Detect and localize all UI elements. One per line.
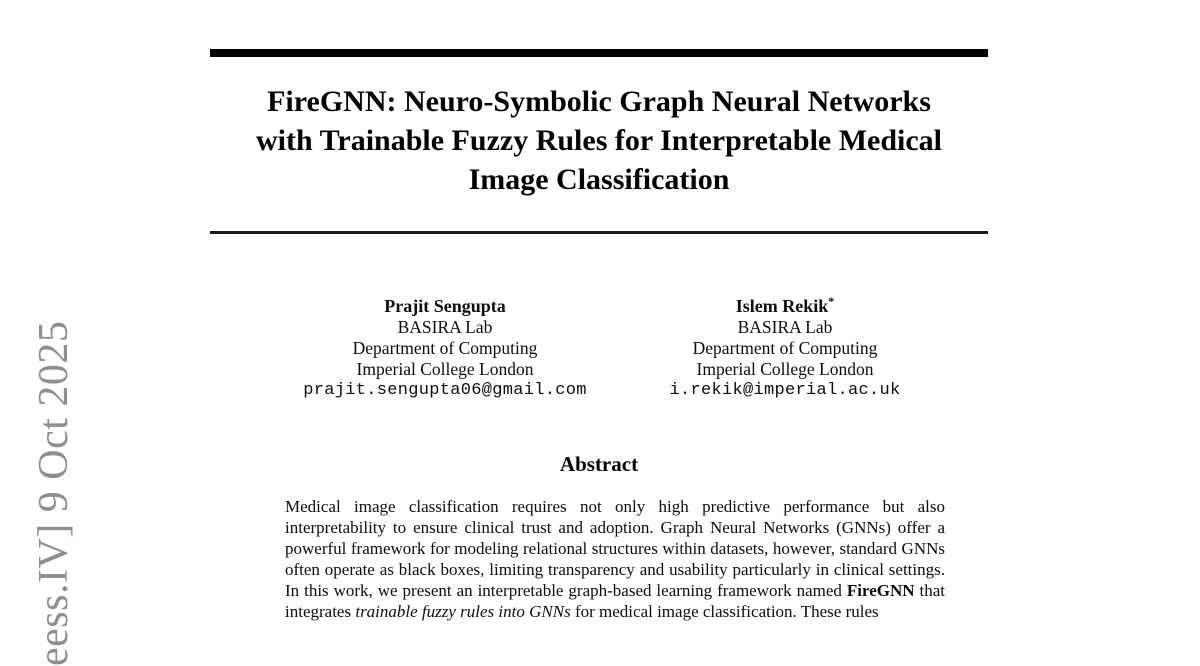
author-name-text: Islem Rekik xyxy=(735,296,829,316)
author-lab: BASIRA Lab xyxy=(737,317,833,337)
author-block-2 xyxy=(625,291,945,401)
author-block-1 xyxy=(285,291,605,401)
author-name xyxy=(285,291,605,317)
author-email: i.rekik@imperial.ac.uk xyxy=(669,381,901,400)
arxiv-watermark: eess.IV] 9 Oct 2025 xyxy=(31,320,77,666)
paper-title-line-1: FireGNN: Neuro-Symbolic Graph Neural Networks xyxy=(267,85,931,118)
author-department: Department of Computing xyxy=(352,338,538,358)
paper-title xyxy=(203,82,995,199)
author-name-text: Prajit Sengupta xyxy=(384,296,506,316)
author-email: prajit.sengupta06@gmail.com xyxy=(303,381,587,400)
title-rule-top xyxy=(210,49,988,57)
author-institution: Imperial College London xyxy=(696,359,874,379)
title-rule-bottom xyxy=(210,231,988,234)
paper-title-line-3: Image Classification xyxy=(468,163,730,196)
author-name xyxy=(625,291,945,317)
paper-title-line-2: with Trainable Fuzzy Rules for Interpretable Medical xyxy=(255,124,943,157)
author-lab: BASIRA Lab xyxy=(397,317,493,337)
author-footnote-mark: * xyxy=(828,294,835,308)
author-institution: Imperial College London xyxy=(356,359,534,379)
author-department: Department of Computing xyxy=(692,338,878,358)
abstract-heading: Abstract xyxy=(559,452,639,476)
abstract-text: Medical image classification requires not only high predictive performance but also interpretability to ensure clinical trust and adoption. Graph Neural Networks (GNNs) offer a powerful framework for modeling relational structures within datasets, however, standard GNNs often operate as black boxes, limiting transparency and usability particularly in clinical settings. In this work, we present an interpretable graph-based learning framework named FireGNN that integrates trainable fuzzy rules into GNNs for medical image classification. These rules xyxy=(285,497,945,621)
